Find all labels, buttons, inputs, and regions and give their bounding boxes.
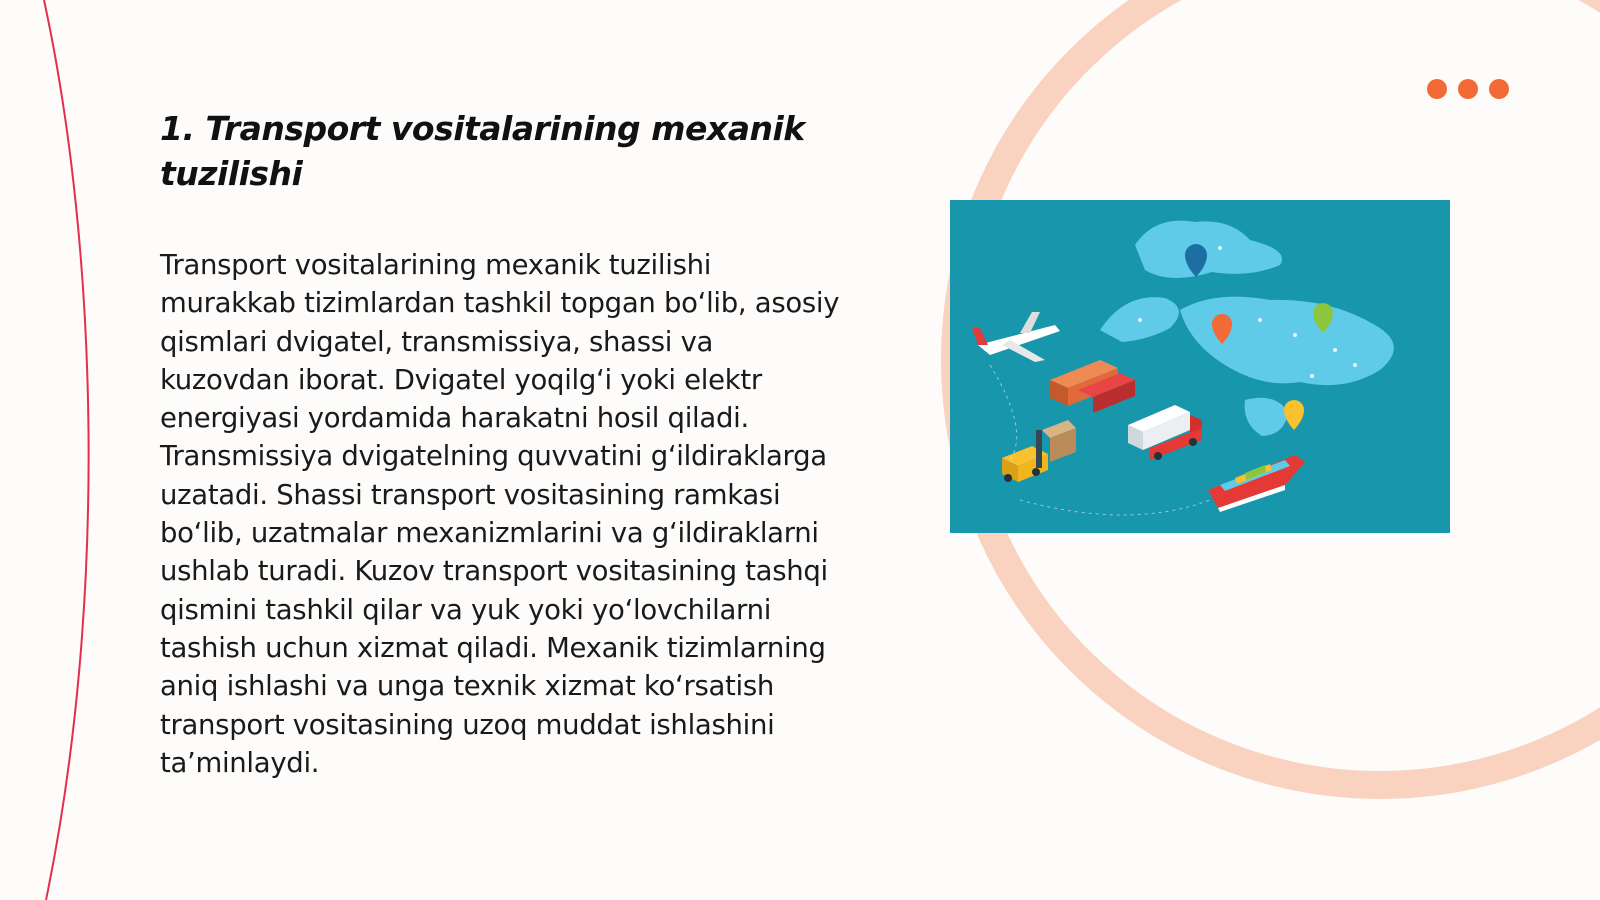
dot-3 [1489, 79, 1509, 99]
left-accent-curve [44, 0, 89, 900]
dot-2 [1458, 79, 1478, 99]
slide-body-text: Transport vositalarining mexanik tuzilishi murakkab tizimlardan tashkil topgan bo‘lib, asosiy qismlari dvigatel, transmissiya, shassi va kuzovdan iborat. Dvigatel yoqilg‘i yoki elektr energiyasi yordamida harakatni hosil qiladi. Transmissiya dvigatelning quvvatini g‘ildiraklarga uzatadi. Shassi transport vositasining ramkasi bo‘lib, uzatmalar mexanizmlarini va g‘ildiraklarni ushlab turadi. Kuzov transport vositasining tashqi qismini tashkil qilar va yuk yoki yo‘lovchilarni tashish uchun xizmat qiladi. Mexanik tizimlarning aniq ishlashi va unga texnik xizmat ko‘rsatish transport vositasining uzoq muddat ishlashini ta’minlaydi. [160, 249, 840, 779]
delivery-truck-icon [1128, 405, 1202, 460]
airplane-icon [972, 312, 1060, 362]
forklift-icon [1002, 420, 1076, 482]
world-map-icon [1100, 221, 1394, 436]
dot-1 [1427, 79, 1447, 99]
slide-title: 1. Transport vositalarining mexanik tuzilishi [160, 109, 805, 193]
menu-dots-icon [1427, 79, 1509, 99]
logistics-illustration [950, 200, 1450, 533]
cargo-ship-icon [1208, 455, 1305, 512]
cargo-containers-icon [1050, 360, 1135, 413]
